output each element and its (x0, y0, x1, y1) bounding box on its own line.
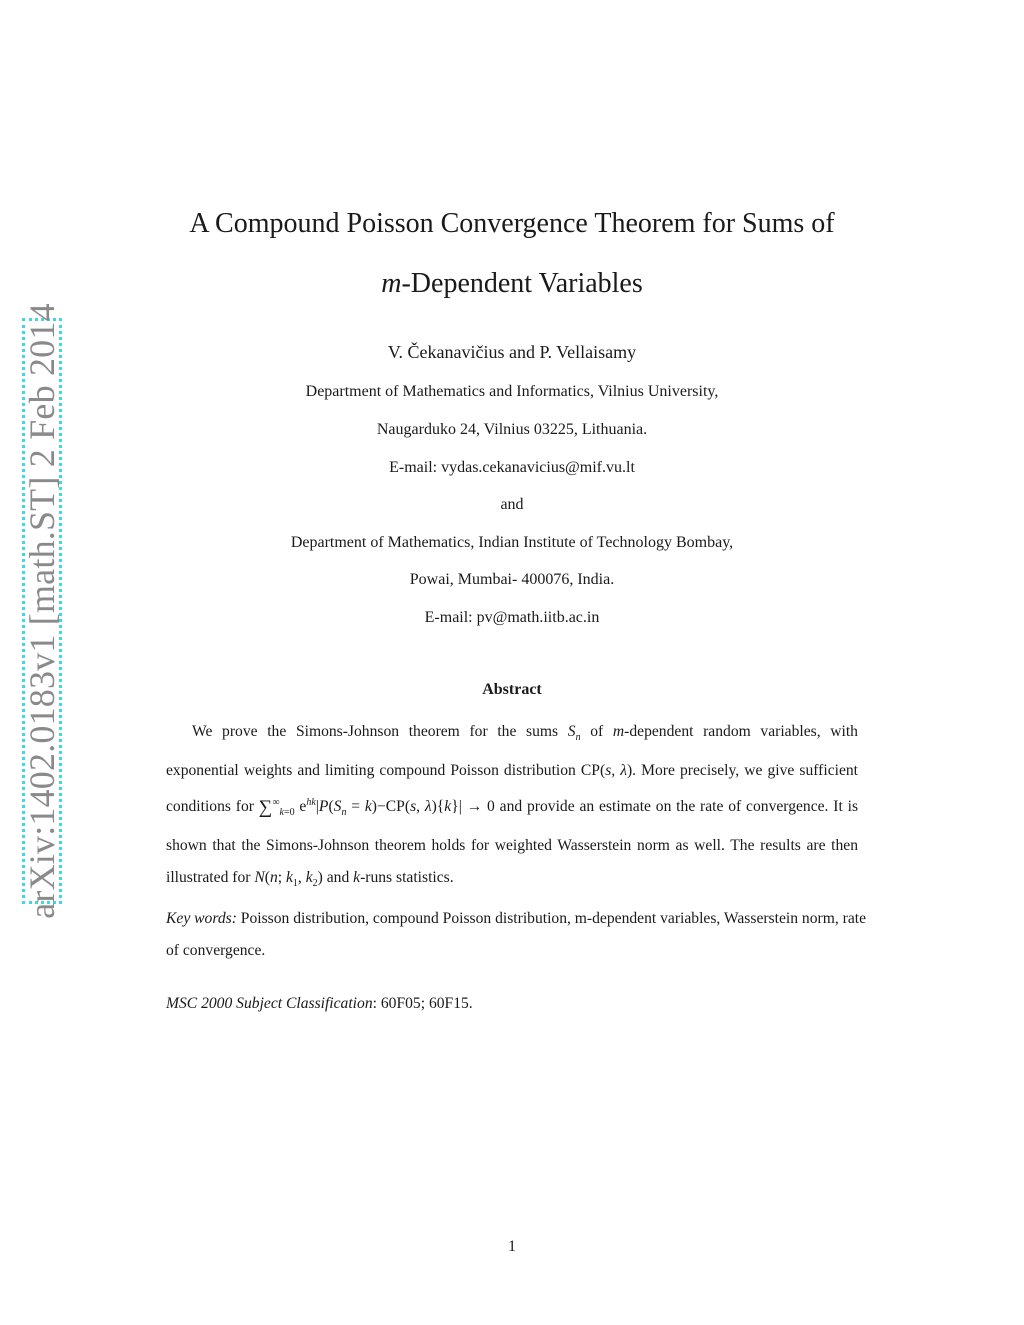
abstract-body (166, 716, 858, 901)
abstract-text-5: and provide an estimate on the rate of convergence. It is shown that the Simons-Johnson theorem holds for weighted Wasserstein norm as well. The results are then illustrated for (166, 798, 859, 887)
math-k: k (353, 869, 361, 887)
title-line-2-rest: -Dependent Variables (401, 268, 643, 299)
math-sn: $S_n$ (567, 723, 581, 744)
affiliation-2-email[interactable]: E-mail: pv@math.iitb.ac.in (424, 609, 600, 626)
title-m-variable: m (381, 268, 402, 299)
math-n-statistic: N(n; $k_1$, $k_2$) (254, 869, 323, 890)
affiliation-1-email[interactable]: E-mail: vydas.cekanavicius@mif.vu.lt (389, 459, 635, 476)
title-line-2 (0, 268, 1024, 300)
keywords-label: Key words: (166, 910, 237, 927)
keywords (166, 903, 866, 967)
math-sum-condition: $\sum^\infty_{k=0}$ $e^{hk}|P(S_n = k)-CP(s$, λ){k}| → 0 (258, 797, 495, 819)
abstract-text-2: of (580, 723, 613, 740)
abstract-text-6: and (322, 869, 354, 887)
keywords-text: Poisson distribution, compound Poisson distribution, m-dependent variables, Wasserstein norm, rate of convergence. (166, 910, 866, 959)
math-s-lambda: s, λ (605, 761, 627, 779)
affiliation-2-line-2: Powai, Mumbai- 400076, India. (409, 571, 615, 588)
and-separator: and (500, 496, 524, 513)
abstract-text-1: We prove the Simons-Johnson theorem for the sums (192, 723, 568, 740)
authors: V. Čekanavičius and P. Vellaisamy (387, 342, 637, 362)
math-m: m (612, 723, 625, 740)
arxiv-stamp[interactable]: arXiv:1402.0183v1 [math.ST] 2 Feb 2014 (22, 303, 62, 919)
title-line-1: A Compound Poisson Convergence Theorem for Sums of (189, 208, 835, 239)
abstract-heading: Abstract (482, 681, 542, 698)
page-number: 1 (508, 1238, 516, 1255)
abstract-text-3: -dependent random variables, with exponential weights and limiting compound Poisson distribution CP( (166, 723, 858, 779)
msc-classification (166, 995, 866, 1013)
affiliation-1-line-1: Department of Mathematics and Informatics, Vilnius University, (305, 383, 719, 400)
abstract-text-7: -runs statistics. (360, 869, 454, 887)
msc-label: MSC 2000 Subject Classification (166, 995, 373, 1012)
msc-text: : 60F05; 60F15. (372, 995, 473, 1012)
affiliation-2-line-1: Department of Mathematics, Indian Institute of Technology Bombay, (290, 534, 734, 551)
affiliation-1-line-2: Naugarduko 24, Vilnius 03225, Lithuania. (376, 421, 648, 438)
abstract-text-4: ). More precisely, we give sufficient conditions for (166, 761, 859, 816)
